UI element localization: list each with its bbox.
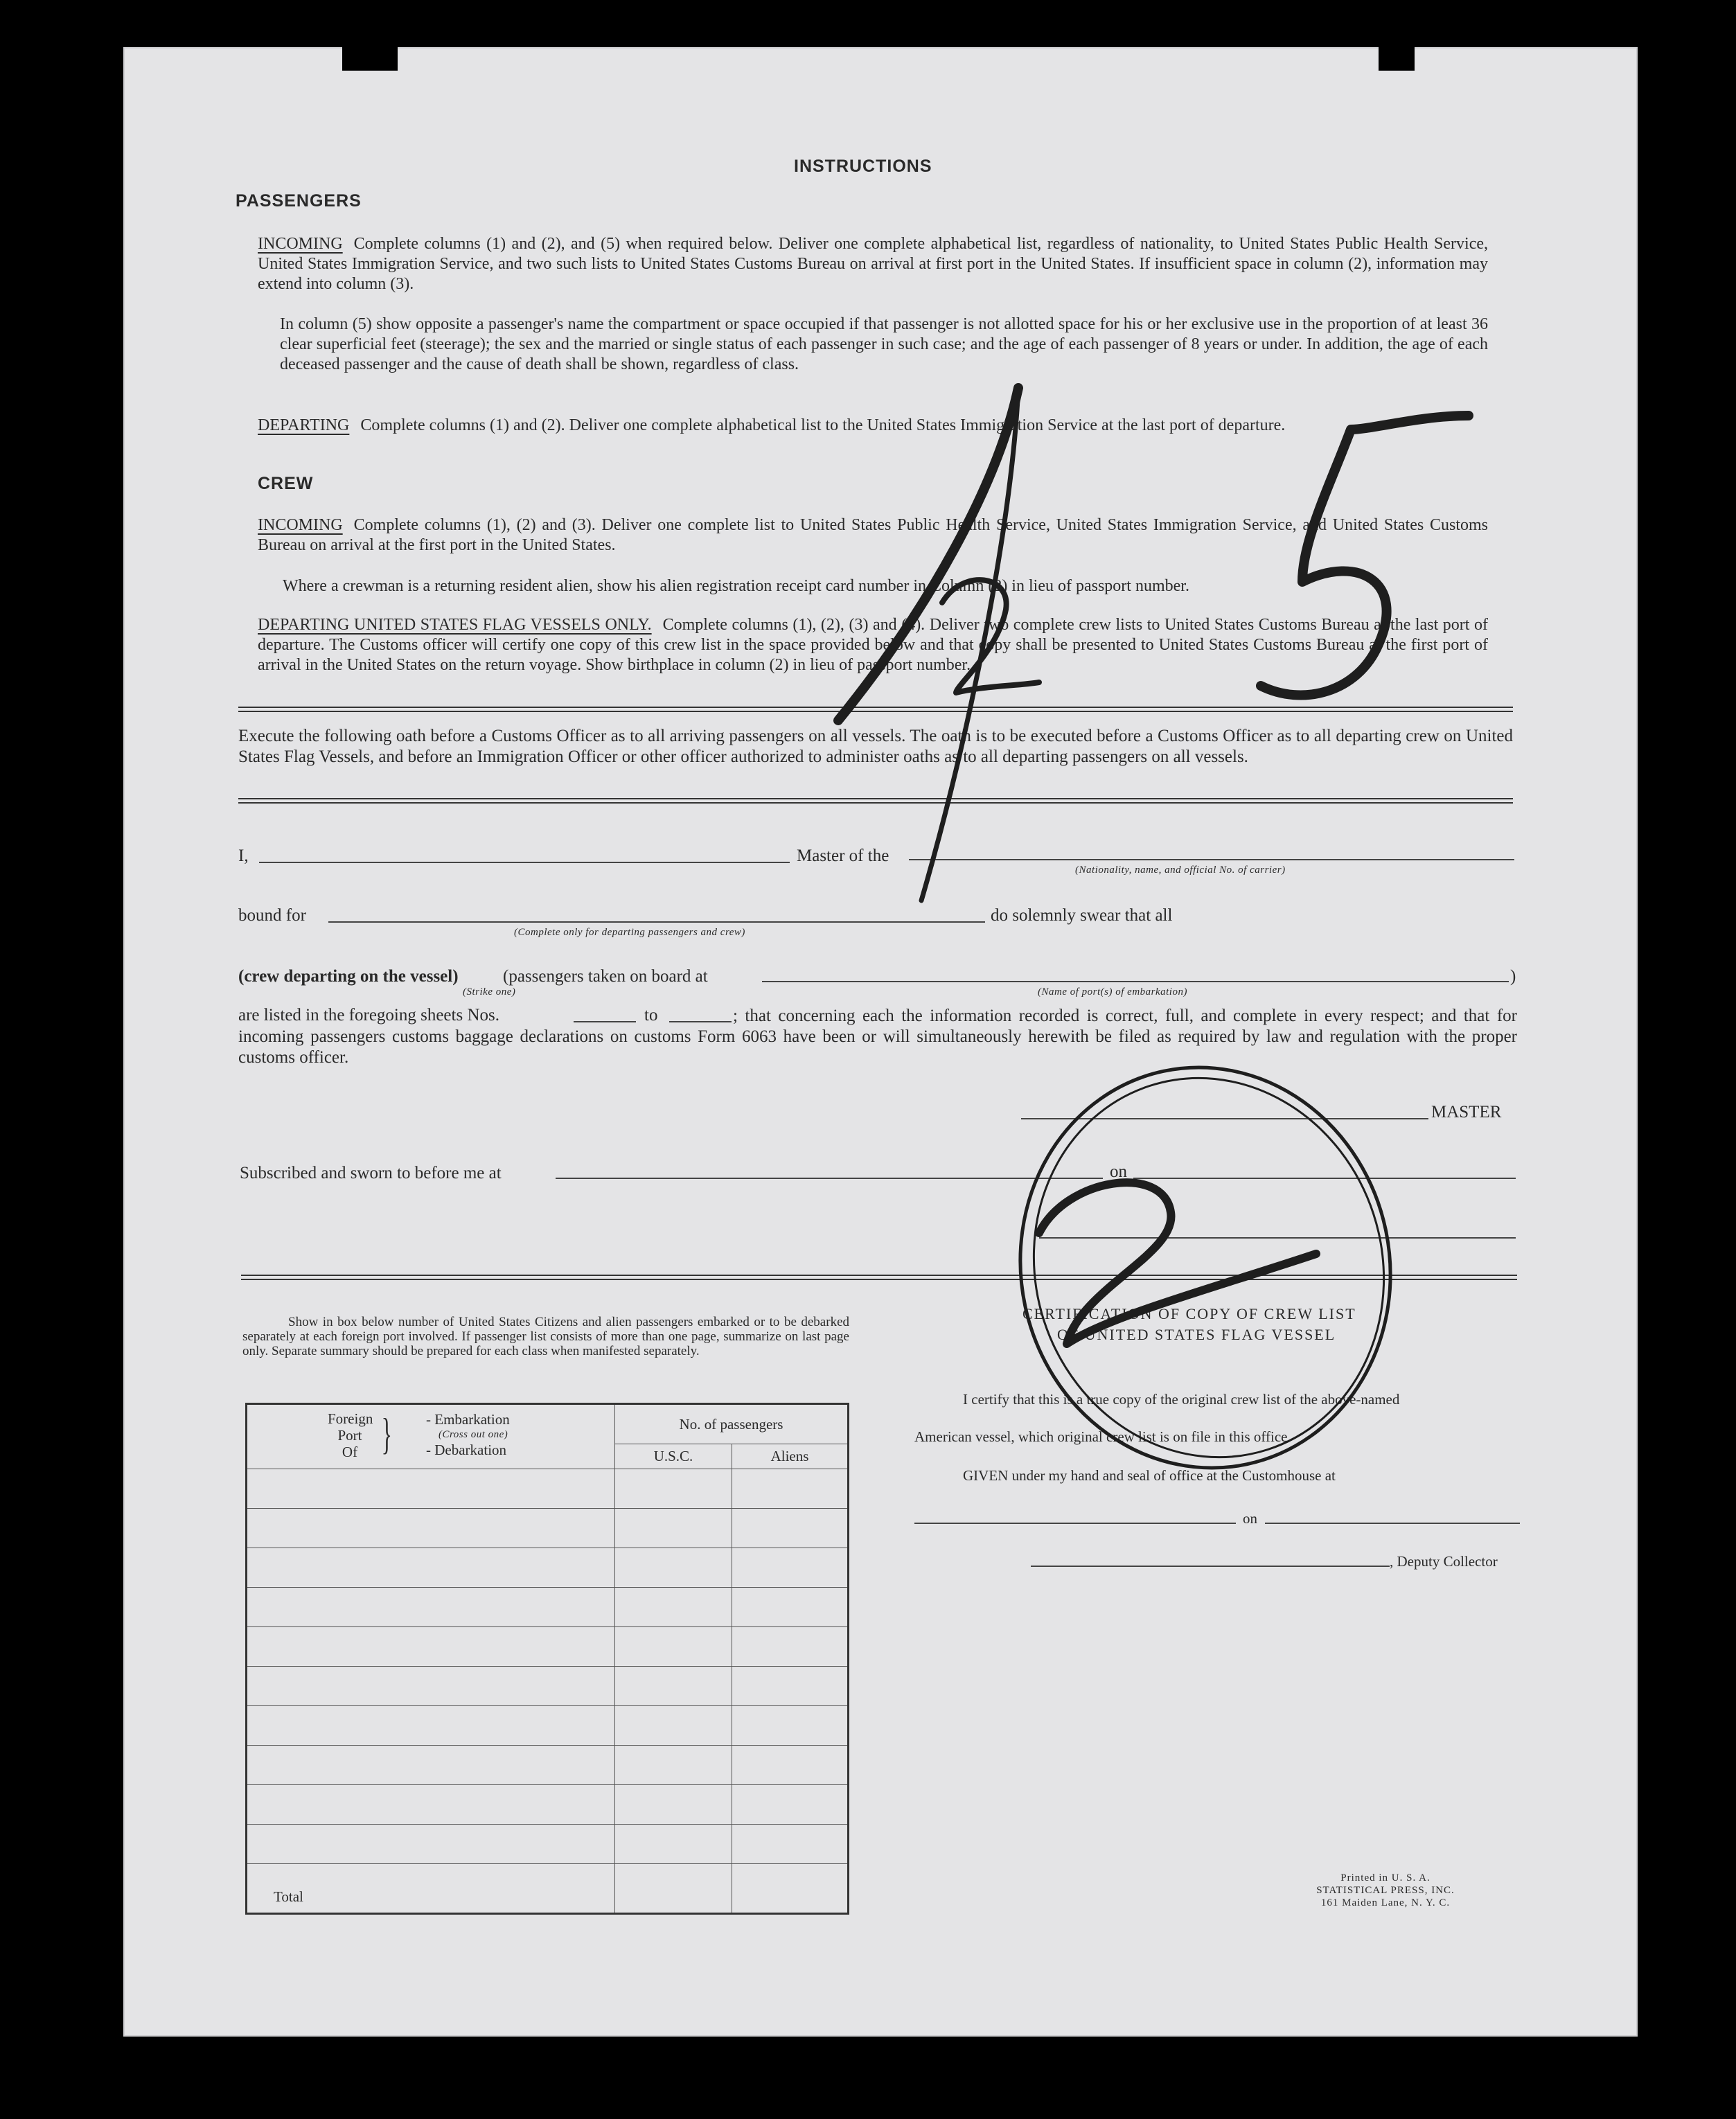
deputy-collector-label: , Deputy Collector	[1390, 1553, 1498, 1570]
crew-incoming-label: INCOMING	[258, 516, 343, 534]
handwritten-slash-stroke	[921, 388, 1018, 901]
bound-for-hint: (Complete only for departing passengers and crew)	[514, 927, 745, 938]
printer-line-2: STATISTICAL PRESS, INC.	[1316, 1885, 1455, 1896]
close-paren: )	[1510, 967, 1516, 986]
master-of-the-label: Master of the	[797, 846, 889, 865]
master-label: MASTER	[1431, 1103, 1502, 1121]
passengers-departing-text: Complete columns (1) and (2). Deliver one complete alphabetical list to the United States Immigration Service at the last port of departure.	[360, 416, 1286, 434]
brace-icon: }	[381, 1409, 393, 1458]
no-of-passengers-header: No. of passengers	[615, 1404, 849, 1444]
printer-line-1: Printed in U. S. A.	[1340, 1872, 1431, 1883]
sheets-label: are listed in the foregoing sheets Nos.	[238, 1006, 499, 1025]
crew-alien-paragraph: Where a crewman is a returning resident alien, show his alien registration receipt card number in Column (2) in lieu of passport number.	[283, 577, 1189, 595]
passengers-taken-option: (passengers taken on board at	[503, 967, 708, 986]
oath-statement: ; that concerning each the information recorded is correct, full, and complete in every respect; and that for incoming passengers customs baggage declarations on customs Form 6063 have been or will simultaneously herewith be filed as required by law and regulation with the proper customs officer.	[238, 1007, 1517, 1067]
certification-on-label: on	[1243, 1510, 1257, 1527]
usc-header: U.S.C.	[615, 1444, 732, 1469]
crew-incoming-text: Complete columns (1), (2) and (3). Deliver one complete list to United States Public Health Service, United States Immigration Service, and United States Customs Bureau on arrival at the first port in the United States.	[258, 516, 1488, 554]
aliens-header: Aliens	[732, 1444, 849, 1469]
crew-departing-label: DEPARTING UNITED STATES FLAG VESSELS ONLY.	[258, 616, 652, 634]
bound-for-label: bound for	[238, 906, 306, 925]
certification-title-1: CERTIFICATION OF COPY OF CREW LIST	[1022, 1305, 1356, 1322]
foreign-label: Foreign	[328, 1410, 373, 1427]
debarkation-option: - Debarkation	[426, 1442, 507, 1458]
crew-departing-option-text: (crew departing on the vessel)	[238, 967, 459, 986]
crew-departing-text: Complete columns (1), (2), (3) and (4). Deliver two complete crew lists to United States Customs Bureau at the last port of departure. The Customs officer will certify one copy of this crew list in the space provided below and that copy shall be presented to United States Customs Bureau at the first port of arrival in the United States on the return voyage. Show birthplace in column (2) in lieu of passport number.	[258, 616, 1488, 674]
passengers-heading: PASSENGERS	[236, 191, 362, 211]
passengers-column5-paragraph: In column (5) show opposite a passenger's name the compartment or space occupied if that passenger is not allotted space for his or her exclusive use in the proportion of at least 36 clear superficial feet (steerage); the sex and the married or single status of each passenger in such case; and the age of each passenger of 8 years or under. In addition, the age of each deceased passenger and the cause of death shall be shown, regardless of class.	[280, 315, 1488, 373]
certify-line-1: I certify that this is a true copy of the original crew list of the above-named	[963, 1391, 1400, 1408]
handwritten-one-stroke	[838, 388, 1018, 720]
cross-out-hint: (Cross out one)	[439, 1429, 508, 1440]
passengers-incoming-text: Complete columns (1) and (2), and (5) when required below. Deliver one complete alphabetical list, regardless of nationality, to United States Public Health Service, United States Immigration Service, and two such lists to United States Customs Bureau on arrival at first port in the United States. If insufficient space in column (2), information may extend into column (3).	[258, 235, 1488, 293]
total-label: Total	[247, 1864, 615, 1914]
circled-number-ring	[984, 1033, 1428, 1502]
subscribed-label: Subscribed and sworn to before me at	[240, 1164, 502, 1182]
passengers-incoming-label: INCOMING	[258, 235, 343, 253]
certify-line-2: American vessel, which original crew list is on file in this office.	[914, 1428, 1291, 1445]
oath-intro: Execute the following oath before a Customs Officer as to all arriving passengers on all vessels. The oath is to be executed before a Customs Officer as to all departing crew on United States Flag Vessels, and before an Immigration Officer or other officer authorized to administer oaths as to all departing passengers on all vessels.	[238, 727, 1513, 766]
sworn-on-label: on	[1110, 1162, 1127, 1181]
strike-one-hint: (Strike one)	[463, 986, 516, 998]
port-label: Port	[337, 1427, 362, 1444]
of-label: Of	[342, 1444, 358, 1460]
carrier-hint: (Nationality, name, and official No. of carrier)	[1075, 865, 1286, 876]
crew-heading: CREW	[258, 474, 314, 493]
embarkation-option: - Embarkation	[426, 1411, 510, 1428]
circled-number-two	[1039, 1182, 1316, 1344]
given-line: GIVEN under my hand and seal of office at the Customhouse at	[963, 1467, 1336, 1484]
passengers-departing-label: DEPARTING	[258, 416, 350, 434]
swear-label: do solemnly swear that all	[991, 906, 1173, 925]
summary-note: Show in box below number of United States Citizens and alien passengers embarked or to be debarked separately at each foreign port involved. If passenger list consists of more than one page, summarize on last page only. Separate summary should be prepared for each class when manifested separately.	[242, 1315, 849, 1358]
instructions-title: INSTRUCTIONS	[794, 157, 932, 176]
oath-i-label: I,	[238, 846, 249, 865]
printer-line-3: 161 Maiden Lane, N. Y. C.	[1320, 1897, 1451, 1908]
certification-title-2: OF UNITED STATES FLAG VESSEL	[1057, 1326, 1336, 1343]
port-hint: (Name of port(s) of embarkation)	[1038, 986, 1187, 998]
sheets-to-label: to	[644, 1006, 658, 1025]
handwritten-five-stroke	[1261, 416, 1469, 695]
